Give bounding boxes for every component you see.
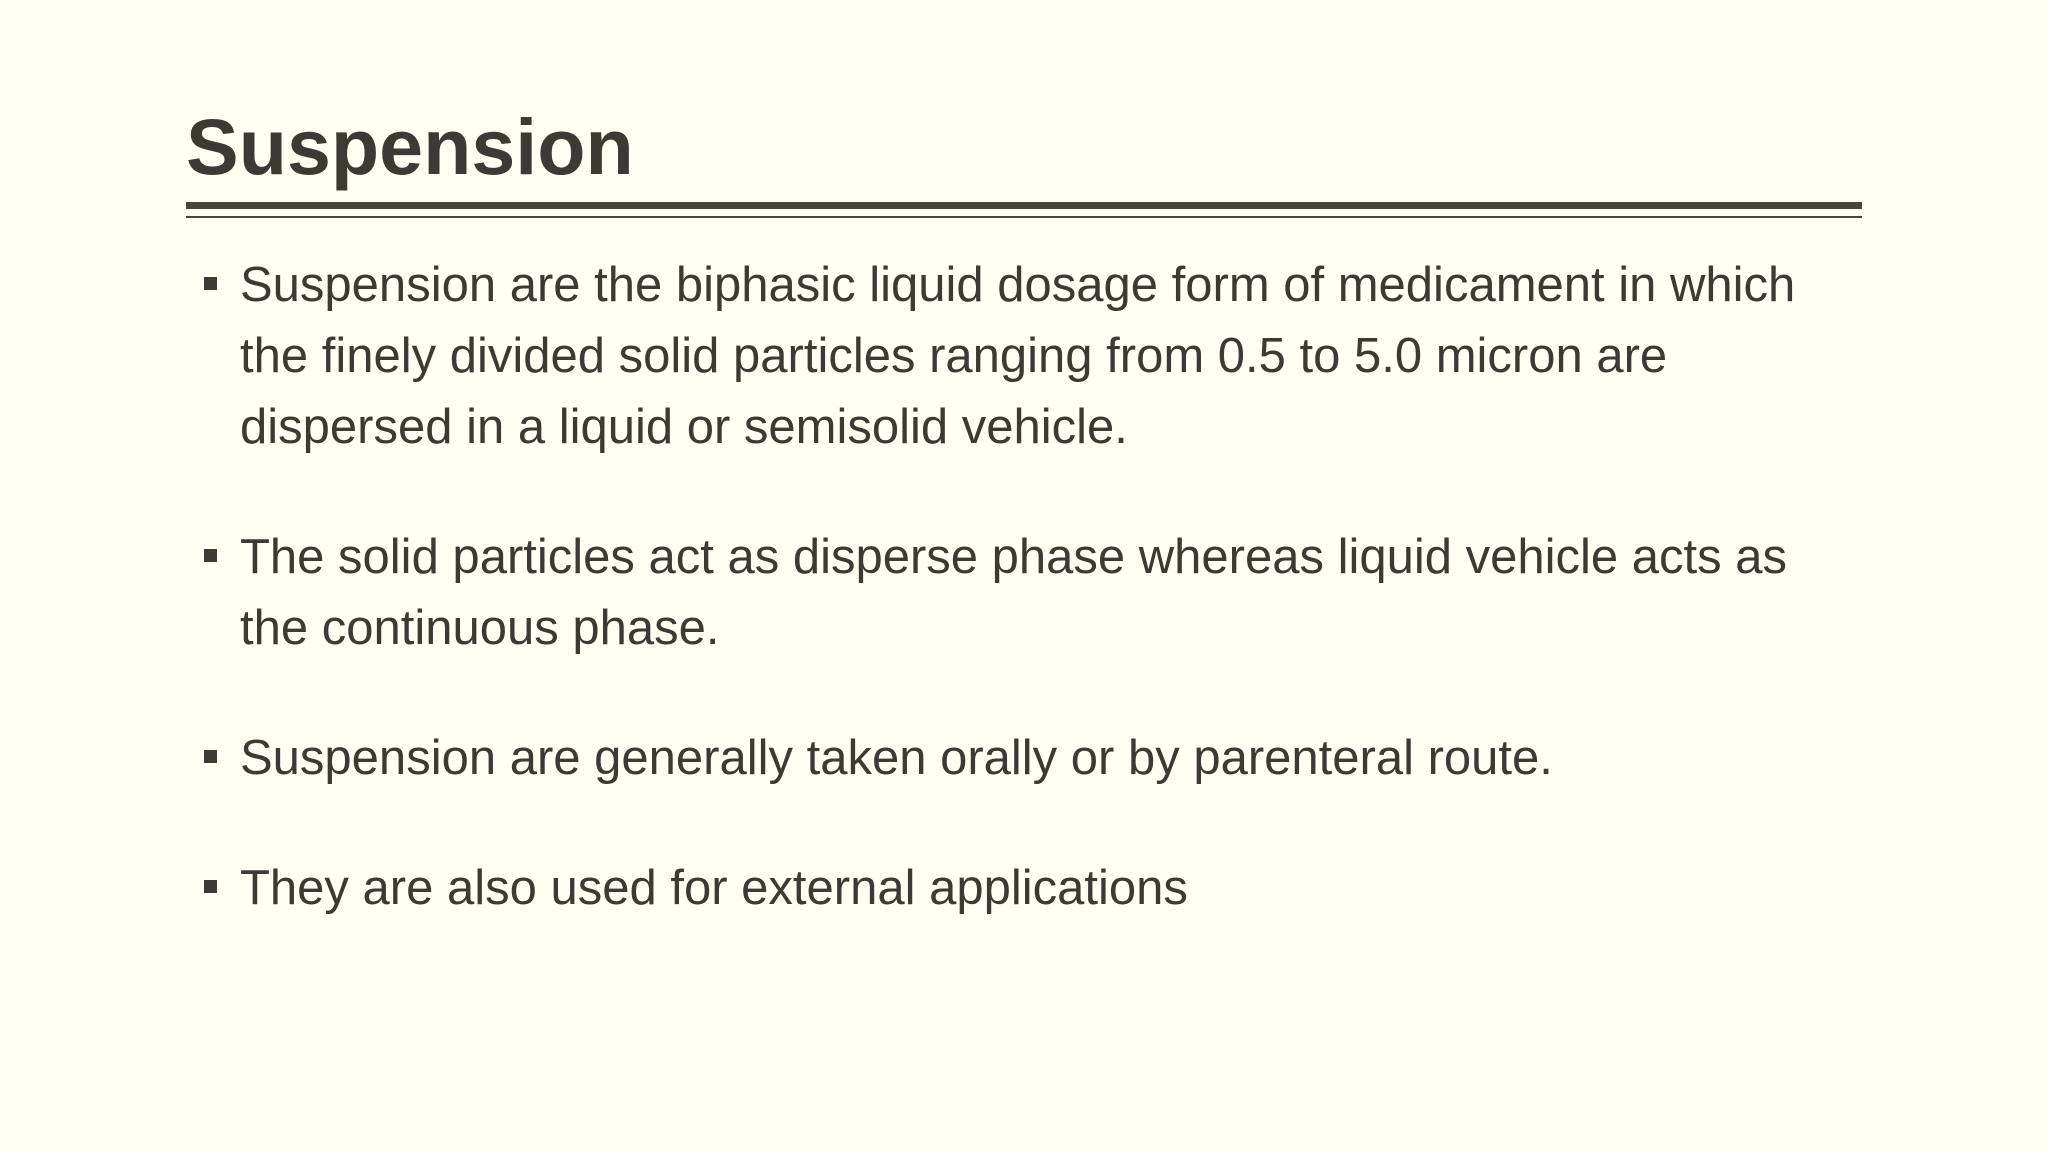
- square-bullet-icon: [204, 750, 217, 763]
- bullet-text: They are also used for external applications: [240, 861, 1188, 915]
- bullet-item-2: [204, 522, 1844, 664]
- bullet-text: Suspension are the biphasic liquid dosage form of medicament in which the finely divided solid particles ranging from 0.5 to 5.0 micron are dispersed in a liquid or semisolid vehicle.: [240, 258, 1796, 454]
- square-bullet-icon: [204, 880, 217, 893]
- bullet-item-1: [204, 250, 1844, 463]
- bullet-text: Suspension are generally taken orally or by parenteral route.: [240, 731, 1553, 785]
- bullet-item-4: [204, 853, 1844, 924]
- slide-title: Suspension: [186, 102, 634, 191]
- title-underline-thin: [186, 216, 1862, 218]
- title-underline-thick: [186, 202, 1862, 209]
- bullet-item-3: [204, 723, 1844, 794]
- bullet-text: The solid particles act as disperse phase whereas liquid vehicle acts as the continuous phase.: [240, 530, 1788, 655]
- square-bullet-icon: [204, 277, 217, 290]
- bullet-list: [204, 250, 1844, 924]
- square-bullet-icon: [204, 549, 217, 562]
